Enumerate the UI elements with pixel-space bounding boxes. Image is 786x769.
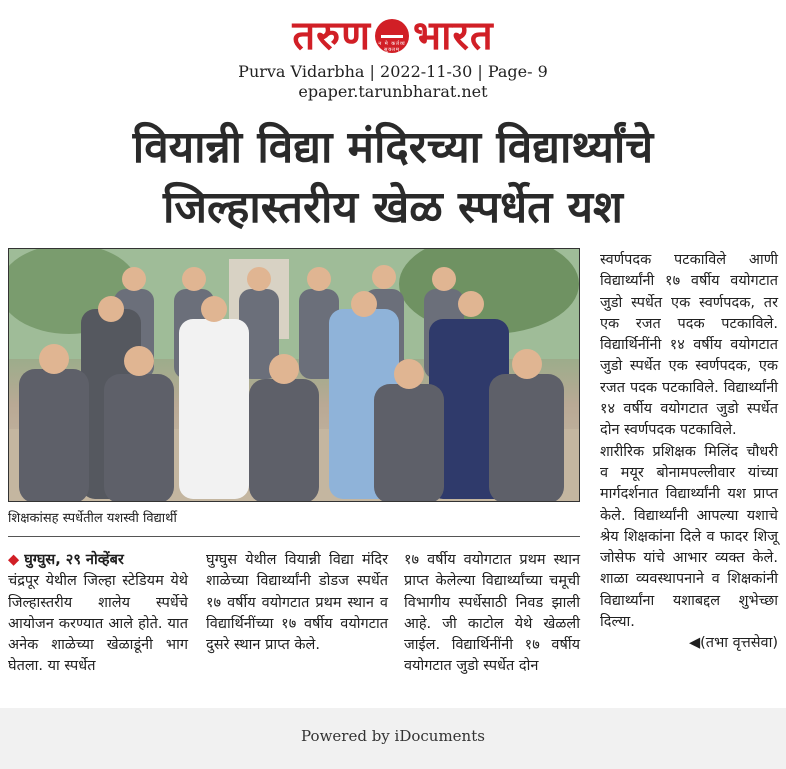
logo-left-text: तरुण [292, 13, 371, 59]
column-1-text: चंद्रपूर येथील जिल्हा स्टेडियम येथे जिल्हास्तरीय शालेय स्पर्धेचे आयोजन करण्यात आले होते. यात अनेक शाळेच्या खेळाडूंनी भाग घेतला. या स्पर्धेत [8, 573, 188, 675]
headline-line-2: जिल्हास्तरीय खेळ स्पर्धेत यश [163, 182, 623, 233]
column-3-text: १७ वर्षीय वयोगटात प्रथम स्थान प्राप्त केलेल्या विद्यार्थ्यांच्या चमूची विभागीय स्पर्धेसाठी निवड झाली आहे. जी काटोल येथे खेळली जाईल. विद्यार्थिनींनी १७ वर्षीय वयोगटात जुडो स्पर्धेत दोन [404, 552, 580, 675]
dateline: ◆ घुग्घुस, २९ नोव्हेंबर [8, 550, 188, 571]
caption-divider [8, 536, 580, 537]
powered-by-link[interactable]: Powered by iDocuments [301, 727, 485, 745]
photo-caption: शिक्षकांसह स्पर्धेतील यशस्वी विद्यार्थी [8, 511, 177, 526]
article-column-1 [8, 550, 188, 678]
group-photo-illustration [9, 249, 580, 502]
article-column-3 [404, 550, 580, 678]
article-photo [8, 248, 580, 502]
newspaper-logo [292, 12, 493, 60]
logo-right-text: भारत [413, 13, 494, 59]
site-url: epaper.tarunbharat.net [298, 82, 488, 101]
article-column-2 [206, 550, 388, 656]
column-4-paragraph-1: स्वर्णपदक पटकाविले आणी विद्यार्थ्यांनी १७ वर्षीय वयोगटात जुडो स्पर्धेत एक स्वर्णपदक, तर एक रजत पदक पटकाविले. विद्यार्थिनींनी १४ वर्षीय वयोगटात जुडो स्पर्धेत एक स्वर्णपदक, एक रजत पदक पटकाविले. विद्यार्थ्यांनी १४ वर्षीय वयोगटात जुडो स्पर्धेत दोन स्वर्णपदक पटकाविले. [600, 252, 778, 439]
column-2-text: घुग्घुस येथील वियान्नी विद्या मंदिर शाळेच्या विद्यार्थ्यांनी डोडज स्पर्धेत १७ वर्षीय वयोगटात प्रथम स्थान व विद्यार्थिनींच्या १७ वर्षीय वयोगटात दुसरे स्थान प्राप्त केले. [206, 552, 388, 654]
logo-tagline: न मे कर्तव्यं सूक्तम् [378, 41, 406, 53]
masthead [0, 12, 786, 102]
article-column-4 [600, 250, 778, 655]
news-service-credit: ◀(तभा वृत्तसेवा) [689, 635, 778, 652]
footer-bar [0, 708, 786, 769]
headline-line-1: वियान्नी विद्या मंदिरच्या विद्यार्थ्यांचे [132, 122, 654, 173]
article-headline [0, 118, 786, 238]
logo-emblem-icon [375, 19, 409, 53]
column-4-paragraph-2: शारीरिक प्रशिक्षक मिलिंद चौधरी व मयूर बोनामपल्लीवार यांच्या मार्गदर्शनात विद्यार्थ्यांनी यश प्राप्त केले. विद्यार्थ्यांनी आपल्या यशाचे श्रेय शिक्षकांना दिले व फादर शिजू जोसेफ यांचे आभार व्यक्त केले. शाळा व्यवस्थापनाने व शिक्षकांनी विद्यार्थ्यांना यशाबद्दल शुभेच्छा दिल्या. [600, 443, 778, 631]
edition-line: Purva Vidarbha | 2022-11-30 | Page- 9 [238, 62, 548, 81]
